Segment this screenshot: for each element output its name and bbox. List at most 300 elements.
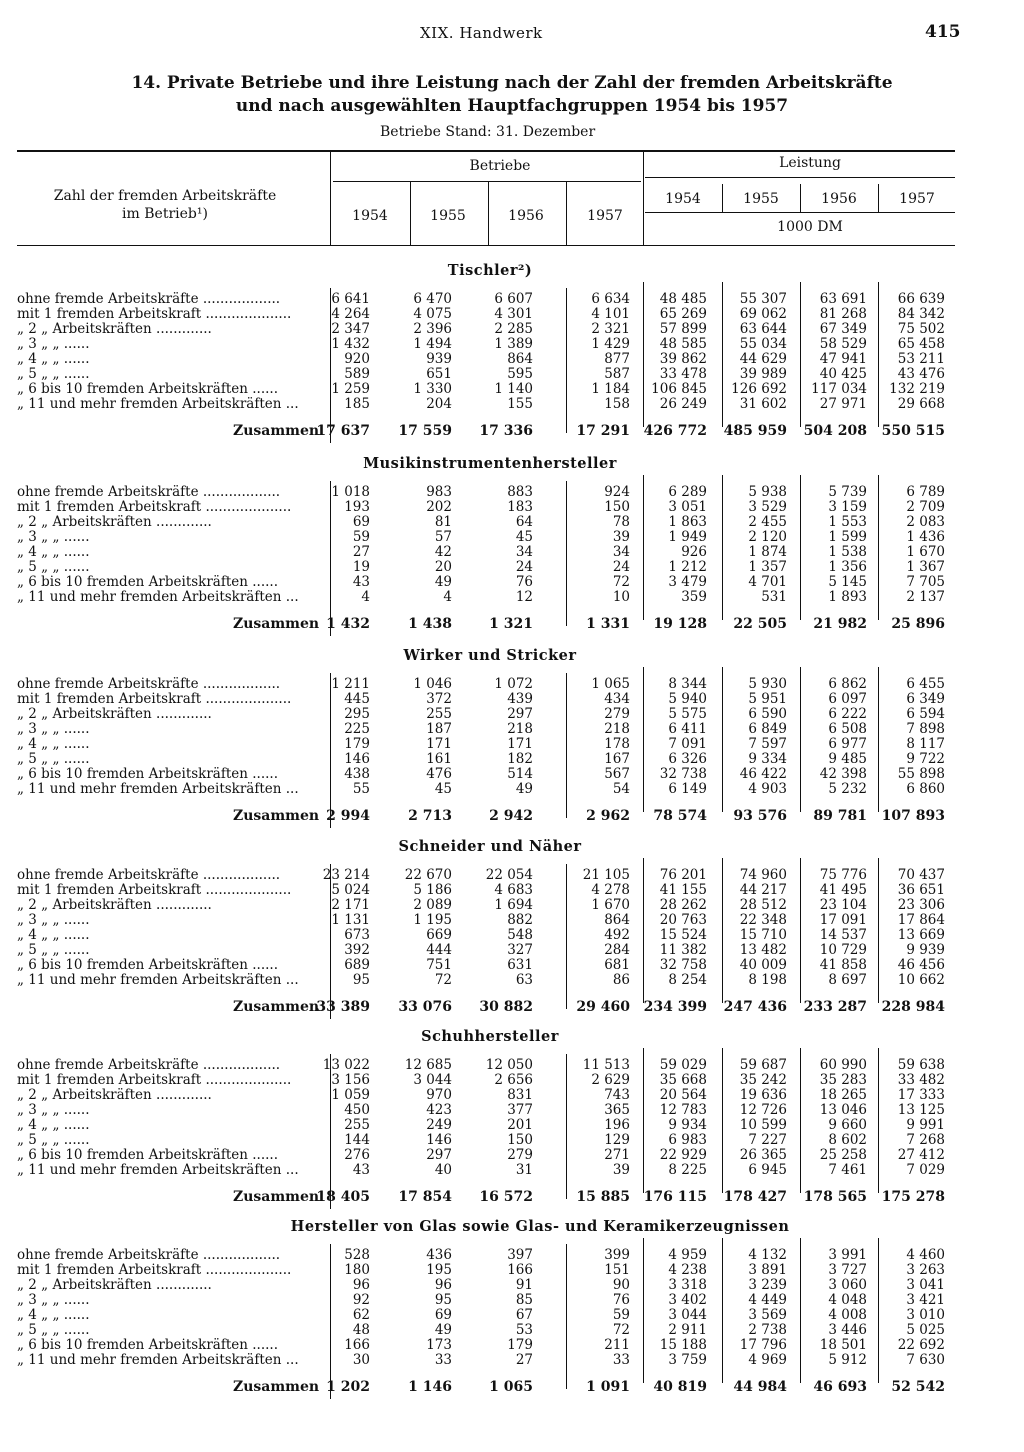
table-cell: 46 422 bbox=[739, 766, 787, 782]
table-cell: 211 bbox=[604, 1337, 630, 1353]
table-cell: 53 bbox=[515, 1322, 533, 1338]
table-cell: 295 bbox=[344, 706, 370, 722]
total-cell: 17 291 bbox=[576, 423, 630, 439]
table-cell: 23 214 bbox=[322, 867, 370, 883]
leistung-group-header: Leistung bbox=[779, 155, 841, 171]
table-cell: 78 bbox=[612, 514, 630, 530]
table-cell: 1 553 bbox=[828, 514, 867, 530]
table-cell: 45 bbox=[515, 529, 533, 545]
table-cell: 132 219 bbox=[889, 381, 945, 397]
table-cell: 11 513 bbox=[582, 1057, 630, 1073]
table-cell: 3 446 bbox=[828, 1322, 867, 1338]
table-cell: 67 349 bbox=[819, 321, 867, 337]
running-head: XIX. Handwerk bbox=[420, 24, 543, 42]
table-cell: 40 bbox=[434, 1162, 452, 1178]
table-cell: 279 bbox=[604, 706, 630, 722]
table-cell: 30 bbox=[352, 1352, 370, 1368]
table-row bbox=[0, 707, 1024, 722]
table-row bbox=[0, 1058, 1024, 1073]
table-cell: 17 864 bbox=[897, 912, 945, 928]
table-cell: 117 034 bbox=[811, 381, 867, 397]
total-cell: 33 076 bbox=[398, 999, 452, 1015]
table-cell: 12 783 bbox=[659, 1102, 707, 1118]
table-cell: 3 318 bbox=[668, 1277, 707, 1293]
table-row bbox=[0, 928, 1024, 943]
table-row bbox=[0, 560, 1024, 575]
table-subtitle: Betriebe Stand: 31. Dezember bbox=[380, 124, 596, 140]
table-cell: 5 938 bbox=[748, 484, 787, 500]
row-label: „ 11 und mehr fremden Arbeitskräften ... bbox=[17, 396, 299, 412]
table-row bbox=[0, 1148, 1024, 1163]
table-row bbox=[0, 352, 1024, 367]
table-section bbox=[0, 838, 1024, 1018]
total-cell: 30 882 bbox=[479, 999, 533, 1015]
total-cell: 107 893 bbox=[881, 808, 945, 824]
row-label: „ 2 „ Arbeitskräften ............. bbox=[17, 706, 212, 722]
table-cell: 6 641 bbox=[331, 291, 370, 307]
table-row bbox=[0, 752, 1024, 767]
table-cell: 5 025 bbox=[906, 1322, 945, 1338]
table-cell: 669 bbox=[426, 927, 452, 943]
table-cell: 196 bbox=[604, 1117, 630, 1133]
row-label: „ 2 „ Arbeitskräften ............. bbox=[17, 514, 212, 530]
row-label: „ 5 „ „ ...... bbox=[17, 942, 90, 958]
table-cell: 4 683 bbox=[494, 882, 533, 898]
table-cell: 1 949 bbox=[668, 529, 707, 545]
table-cell: 13 669 bbox=[897, 927, 945, 943]
table-cell: 18 501 bbox=[819, 1337, 867, 1353]
table-cell: 3 239 bbox=[748, 1277, 787, 1293]
table-cell: 255 bbox=[344, 1117, 370, 1133]
table-row bbox=[0, 677, 1024, 692]
table-cell: 144 bbox=[344, 1132, 370, 1148]
table-cell: 32 738 bbox=[659, 766, 707, 782]
total-label: Zusammen bbox=[233, 616, 320, 632]
table-cell: 6 594 bbox=[906, 706, 945, 722]
table-cell: 202 bbox=[426, 499, 452, 515]
row-label: mit 1 fremden Arbeitskraft .................... bbox=[17, 1262, 292, 1278]
table-cell: 1 131 bbox=[331, 912, 370, 928]
table-cell: 55 bbox=[352, 781, 370, 797]
row-label: „ 2 „ Arbeitskräften ............. bbox=[17, 321, 212, 337]
total-cell: 52 542 bbox=[891, 1379, 945, 1395]
table-cell: 445 bbox=[344, 691, 370, 707]
table-cell: 6 326 bbox=[668, 751, 707, 767]
table-cell: 32 758 bbox=[659, 957, 707, 973]
table-cell: 6 977 bbox=[828, 736, 867, 752]
table-cell: 201 bbox=[507, 1117, 533, 1133]
total-cell: 16 572 bbox=[479, 1189, 533, 1205]
table-cell: 6 590 bbox=[748, 706, 787, 722]
table-cell: 5 940 bbox=[668, 691, 707, 707]
table-cell: 6 508 bbox=[828, 721, 867, 737]
row-label: „ 11 und mehr fremden Arbeitskräften ... bbox=[17, 781, 299, 797]
total-row bbox=[0, 422, 1024, 440]
total-cell: 176 115 bbox=[643, 1189, 707, 1205]
table-title-line-1: 14. Private Betriebe und ihre Leistung nach der Zahl der fremden Arbeitskräfte bbox=[131, 73, 893, 93]
table-cell: 397 bbox=[507, 1247, 533, 1263]
table-cell: 1 432 bbox=[331, 336, 370, 352]
table-row bbox=[0, 782, 1024, 797]
table-cell: 1 357 bbox=[748, 559, 787, 575]
table-cell: 5 739 bbox=[828, 484, 867, 500]
table-cell: 2 321 bbox=[591, 321, 630, 337]
table-cell: 1 140 bbox=[494, 381, 533, 397]
table-section bbox=[0, 1218, 1024, 1398]
table-row bbox=[0, 397, 1024, 412]
table-row bbox=[0, 1308, 1024, 1323]
table-cell: 65 269 bbox=[659, 306, 707, 322]
table-cell: 5 951 bbox=[748, 691, 787, 707]
table-cell: 28 262 bbox=[659, 897, 707, 913]
table-cell: 49 bbox=[515, 781, 533, 797]
table-row bbox=[0, 1263, 1024, 1278]
table-cell: 3 051 bbox=[668, 499, 707, 515]
total-cell: 17 854 bbox=[398, 1189, 452, 1205]
table-cell: 1 389 bbox=[494, 336, 533, 352]
table-row bbox=[0, 1163, 1024, 1178]
table-cell: 69 062 bbox=[739, 306, 787, 322]
table-cell: 3 044 bbox=[668, 1307, 707, 1323]
table-row bbox=[0, 515, 1024, 530]
table-cell: 5 930 bbox=[748, 676, 787, 692]
table-cell: 34 bbox=[612, 544, 630, 560]
table-cell: 55 307 bbox=[739, 291, 787, 307]
table-cell: 883 bbox=[507, 484, 533, 500]
table-cell: 72 bbox=[612, 1322, 630, 1338]
table-cell: 4 101 bbox=[591, 306, 630, 322]
table-row bbox=[0, 1353, 1024, 1368]
table-cell: 46 456 bbox=[897, 957, 945, 973]
table-cell: 25 258 bbox=[819, 1147, 867, 1163]
table-cell: 76 bbox=[612, 1292, 630, 1308]
table-cell: 63 bbox=[515, 972, 533, 988]
row-label: „ 6 bis 10 fremden Arbeitskräften ...... bbox=[17, 1337, 279, 1353]
table-cell: 1 436 bbox=[906, 529, 945, 545]
table-cell: 43 bbox=[352, 1162, 370, 1178]
total-cell: 1 331 bbox=[586, 616, 630, 632]
table-cell: 75 776 bbox=[819, 867, 867, 883]
table-cell: 926 bbox=[681, 544, 707, 560]
table-cell: 377 bbox=[507, 1102, 533, 1118]
table-cell: 589 bbox=[344, 366, 370, 382]
table-cell: 167 bbox=[604, 751, 630, 767]
table-row bbox=[0, 292, 1024, 307]
table-cell: 2 120 bbox=[748, 529, 787, 545]
table-cell: 271 bbox=[604, 1147, 630, 1163]
table-cell: 5 912 bbox=[828, 1352, 867, 1368]
table-cell: 1 694 bbox=[494, 897, 533, 913]
table-cell: 567 bbox=[604, 766, 630, 782]
table-cell: 1 211 bbox=[331, 676, 370, 692]
table-cell: 90 bbox=[612, 1277, 630, 1293]
table-cell: 8 225 bbox=[668, 1162, 707, 1178]
table-cell: 178 bbox=[604, 736, 630, 752]
table-cell: 2 285 bbox=[494, 321, 533, 337]
table-cell: 27 971 bbox=[819, 396, 867, 412]
table-cell: 6 149 bbox=[668, 781, 707, 797]
table-cell: 631 bbox=[507, 957, 533, 973]
table-row bbox=[0, 1338, 1024, 1353]
table-cell: 67 bbox=[515, 1307, 533, 1323]
table-cell: 1 670 bbox=[906, 544, 945, 560]
table-cell: 11 382 bbox=[659, 942, 707, 958]
total-cell: 1 091 bbox=[586, 1379, 630, 1395]
table-cell: 2 656 bbox=[494, 1072, 533, 1088]
table-cell: 1 429 bbox=[591, 336, 630, 352]
table-cell: 297 bbox=[507, 706, 533, 722]
table-cell: 4 449 bbox=[748, 1292, 787, 1308]
unit-label: 1000 DM bbox=[777, 219, 843, 235]
row-label: „ 6 bis 10 fremden Arbeitskräften ...... bbox=[17, 957, 279, 973]
total-cell: 1 202 bbox=[326, 1379, 370, 1395]
table-cell: 6 470 bbox=[413, 291, 452, 307]
table-cell: 5 186 bbox=[413, 882, 452, 898]
year-header-betriebe: 1955 bbox=[430, 208, 466, 224]
total-cell: 2 962 bbox=[586, 808, 630, 824]
table-row bbox=[0, 1293, 1024, 1308]
table-cell: 3 041 bbox=[906, 1277, 945, 1293]
leistung-unit-rule bbox=[645, 212, 955, 213]
table-row bbox=[0, 898, 1024, 913]
table-cell: 63 691 bbox=[819, 291, 867, 307]
table-cell: 22 670 bbox=[404, 867, 452, 883]
table-cell: 155 bbox=[507, 396, 533, 412]
row-label: ohne fremde Arbeitskräfte .................. bbox=[17, 867, 281, 883]
table-cell: 1 059 bbox=[331, 1087, 370, 1103]
row-label: mit 1 fremden Arbeitskraft .................... bbox=[17, 882, 292, 898]
table-cell: 49 bbox=[434, 574, 452, 590]
total-cell: 29 460 bbox=[576, 999, 630, 1015]
table-cell: 1 670 bbox=[591, 897, 630, 913]
table-cell: 129 bbox=[604, 1132, 630, 1148]
col-divider bbox=[800, 184, 801, 212]
table-cell: 24 bbox=[612, 559, 630, 575]
table-cell: 31 bbox=[515, 1162, 533, 1178]
stub-header-line-2: im Betrieb¹) bbox=[122, 206, 208, 222]
row-label: ohne fremde Arbeitskräfte .................. bbox=[17, 1247, 281, 1263]
table-cell: 4 701 bbox=[748, 574, 787, 590]
row-label: „ 3 „ „ ...... bbox=[17, 912, 90, 928]
table-cell: 45 bbox=[434, 781, 452, 797]
table-cell: 4 075 bbox=[413, 306, 452, 322]
row-label: „ 3 „ „ ...... bbox=[17, 721, 90, 737]
row-label: „ 4 „ „ ...... bbox=[17, 736, 90, 752]
table-cell: 158 bbox=[604, 396, 630, 412]
table-row bbox=[0, 722, 1024, 737]
table-cell: 13 482 bbox=[739, 942, 787, 958]
total-cell: 178 427 bbox=[723, 1189, 787, 1205]
table-cell: 1 046 bbox=[413, 676, 452, 692]
table-cell: 4 959 bbox=[668, 1247, 707, 1263]
table-cell: 7 705 bbox=[906, 574, 945, 590]
table-cell: 81 268 bbox=[819, 306, 867, 322]
table-cell: 34 bbox=[515, 544, 533, 560]
table-cell: 35 283 bbox=[819, 1072, 867, 1088]
table-cell: 10 599 bbox=[739, 1117, 787, 1133]
table-cell: 1 893 bbox=[828, 589, 867, 605]
table-cell: 74 960 bbox=[739, 867, 787, 883]
table-cell: 96 bbox=[352, 1277, 370, 1293]
table-cell: 2 455 bbox=[748, 514, 787, 530]
table-cell: 35 242 bbox=[739, 1072, 787, 1088]
table-cell: 6 862 bbox=[828, 676, 867, 692]
page-number: 415 bbox=[925, 22, 961, 42]
table-cell: 17 333 bbox=[897, 1087, 945, 1103]
table-cell: 59 029 bbox=[659, 1057, 707, 1073]
table-cell: 57 899 bbox=[659, 321, 707, 337]
table-cell: 1 494 bbox=[413, 336, 452, 352]
table-cell: 60 990 bbox=[819, 1057, 867, 1073]
table-cell: 70 437 bbox=[897, 867, 945, 883]
table-cell: 64 bbox=[515, 514, 533, 530]
table-cell: 5 575 bbox=[668, 706, 707, 722]
table-cell: 66 639 bbox=[897, 291, 945, 307]
group-divider bbox=[643, 152, 644, 245]
table-row bbox=[0, 1248, 1024, 1263]
table-cell: 2 089 bbox=[413, 897, 452, 913]
table-cell: 2 738 bbox=[748, 1322, 787, 1338]
row-label: ohne fremde Arbeitskräfte .................. bbox=[17, 1057, 281, 1073]
table-row bbox=[0, 545, 1024, 560]
total-cell: 485 959 bbox=[723, 423, 787, 439]
table-cell: 595 bbox=[507, 366, 533, 382]
table-cell: 151 bbox=[604, 1262, 630, 1278]
table-cell: 1 195 bbox=[413, 912, 452, 928]
stub-divider bbox=[330, 152, 331, 245]
total-cell: 2 713 bbox=[408, 808, 452, 824]
table-cell: 3 402 bbox=[668, 1292, 707, 1308]
row-label: „ 6 bis 10 fremden Arbeitskräften ...... bbox=[17, 766, 279, 782]
table-cell: 22 054 bbox=[485, 867, 533, 883]
table-cell: 3 010 bbox=[906, 1307, 945, 1323]
row-label: ohne fremde Arbeitskräfte .................. bbox=[17, 291, 281, 307]
table-cell: 4 460 bbox=[906, 1247, 945, 1263]
row-label: „ 5 „ „ ...... bbox=[17, 1132, 90, 1148]
table-cell: 62 bbox=[352, 1307, 370, 1323]
table-cell: 85 bbox=[515, 1292, 533, 1308]
table-cell: 751 bbox=[426, 957, 452, 973]
table-cell: 58 529 bbox=[819, 336, 867, 352]
table-cell: 6 349 bbox=[906, 691, 945, 707]
stub-header-line-1: Zahl der fremden Arbeitskräfte bbox=[53, 188, 277, 204]
table-cell: 36 651 bbox=[897, 882, 945, 898]
table-cell: 436 bbox=[426, 1247, 452, 1263]
table-cell: 54 bbox=[612, 781, 630, 797]
table-cell: 26 365 bbox=[739, 1147, 787, 1163]
table-cell: 3 159 bbox=[828, 499, 867, 515]
table-row bbox=[0, 767, 1024, 782]
row-label: „ 11 und mehr fremden Arbeitskräften ... bbox=[17, 972, 299, 988]
table-cell: 19 636 bbox=[739, 1087, 787, 1103]
table-cell: 6 849 bbox=[748, 721, 787, 737]
table-cell: 31 602 bbox=[739, 396, 787, 412]
table-cell: 673 bbox=[344, 927, 370, 943]
table-cell: 3 569 bbox=[748, 1307, 787, 1323]
table-cell: 3 727 bbox=[828, 1262, 867, 1278]
table-row bbox=[0, 1073, 1024, 1088]
table-cell: 399 bbox=[604, 1247, 630, 1263]
total-cell: 234 399 bbox=[643, 999, 707, 1015]
table-cell: 4 278 bbox=[591, 882, 630, 898]
table-row bbox=[0, 500, 1024, 515]
total-cell: 2 942 bbox=[489, 808, 533, 824]
table-cell: 55 898 bbox=[897, 766, 945, 782]
col-divider bbox=[566, 182, 567, 245]
table-cell: 1 356 bbox=[828, 559, 867, 575]
table-cell: 1 212 bbox=[668, 559, 707, 575]
table-cell: 3 044 bbox=[413, 1072, 452, 1088]
table-cell: 96 bbox=[434, 1277, 452, 1293]
total-cell: 228 984 bbox=[881, 999, 945, 1015]
table-cell: 15 710 bbox=[739, 927, 787, 943]
table-cell: 12 685 bbox=[404, 1057, 452, 1073]
section-title: Tischler²) bbox=[447, 262, 533, 279]
table-cell: 255 bbox=[426, 706, 452, 722]
table-cell: 166 bbox=[344, 1337, 370, 1353]
table-cell: 33 482 bbox=[897, 1072, 945, 1088]
table-cell: 43 bbox=[352, 574, 370, 590]
table-section bbox=[0, 262, 1024, 442]
table-cell: 81 bbox=[434, 514, 452, 530]
table-cell: 39 bbox=[612, 1162, 630, 1178]
table-cell: 59 bbox=[612, 1307, 630, 1323]
row-label: „ 4 „ „ ...... bbox=[17, 1307, 90, 1323]
table-cell: 528 bbox=[344, 1247, 370, 1263]
col-divider bbox=[722, 184, 723, 212]
table-cell: 6 860 bbox=[906, 781, 945, 797]
year-header-leistung: 1957 bbox=[899, 191, 935, 207]
table-cell: 864 bbox=[507, 351, 533, 367]
table-cell: 7 029 bbox=[906, 1162, 945, 1178]
total-cell: 89 781 bbox=[813, 808, 867, 824]
row-label: „ 11 und mehr fremden Arbeitskräften ... bbox=[17, 589, 299, 605]
table-cell: 438 bbox=[344, 766, 370, 782]
table-cell: 7 227 bbox=[748, 1132, 787, 1148]
table-cell: 72 bbox=[434, 972, 452, 988]
table-cell: 12 bbox=[515, 589, 533, 605]
table-cell: 95 bbox=[434, 1292, 452, 1308]
row-label: „ 6 bis 10 fremden Arbeitskräften ...... bbox=[17, 381, 279, 397]
table-cell: 13 022 bbox=[322, 1057, 370, 1073]
year-header-leistung: 1956 bbox=[821, 191, 857, 207]
table-title-line-2: und nach ausgewählten Hauptfachgruppen 1954 bis 1957 bbox=[235, 96, 789, 116]
table-cell: 13 046 bbox=[819, 1102, 867, 1118]
table-cell: 195 bbox=[426, 1262, 452, 1278]
total-cell: 15 885 bbox=[576, 1189, 630, 1205]
table-cell: 27 412 bbox=[897, 1147, 945, 1163]
table-cell: 7 461 bbox=[828, 1162, 867, 1178]
row-label: „ 3 „ „ ...... bbox=[17, 529, 90, 545]
table-cell: 5 145 bbox=[828, 574, 867, 590]
table-cell: 28 512 bbox=[739, 897, 787, 913]
table-cell: 18 265 bbox=[819, 1087, 867, 1103]
table-cell: 49 bbox=[434, 1322, 452, 1338]
table-cell: 44 217 bbox=[739, 882, 787, 898]
total-cell: 233 287 bbox=[803, 999, 867, 1015]
table-cell: 476 bbox=[426, 766, 452, 782]
table-cell: 20 bbox=[434, 559, 452, 575]
table-cell: 48 585 bbox=[659, 336, 707, 352]
table-cell: 225 bbox=[344, 721, 370, 737]
table-cell: 10 662 bbox=[897, 972, 945, 988]
table-cell: 19 bbox=[352, 559, 370, 575]
total-label: Zusammen bbox=[233, 423, 320, 439]
table-cell: 24 bbox=[515, 559, 533, 575]
table-cell: 21 105 bbox=[582, 867, 630, 883]
table-cell: 41 495 bbox=[819, 882, 867, 898]
table-cell: 276 bbox=[344, 1147, 370, 1163]
